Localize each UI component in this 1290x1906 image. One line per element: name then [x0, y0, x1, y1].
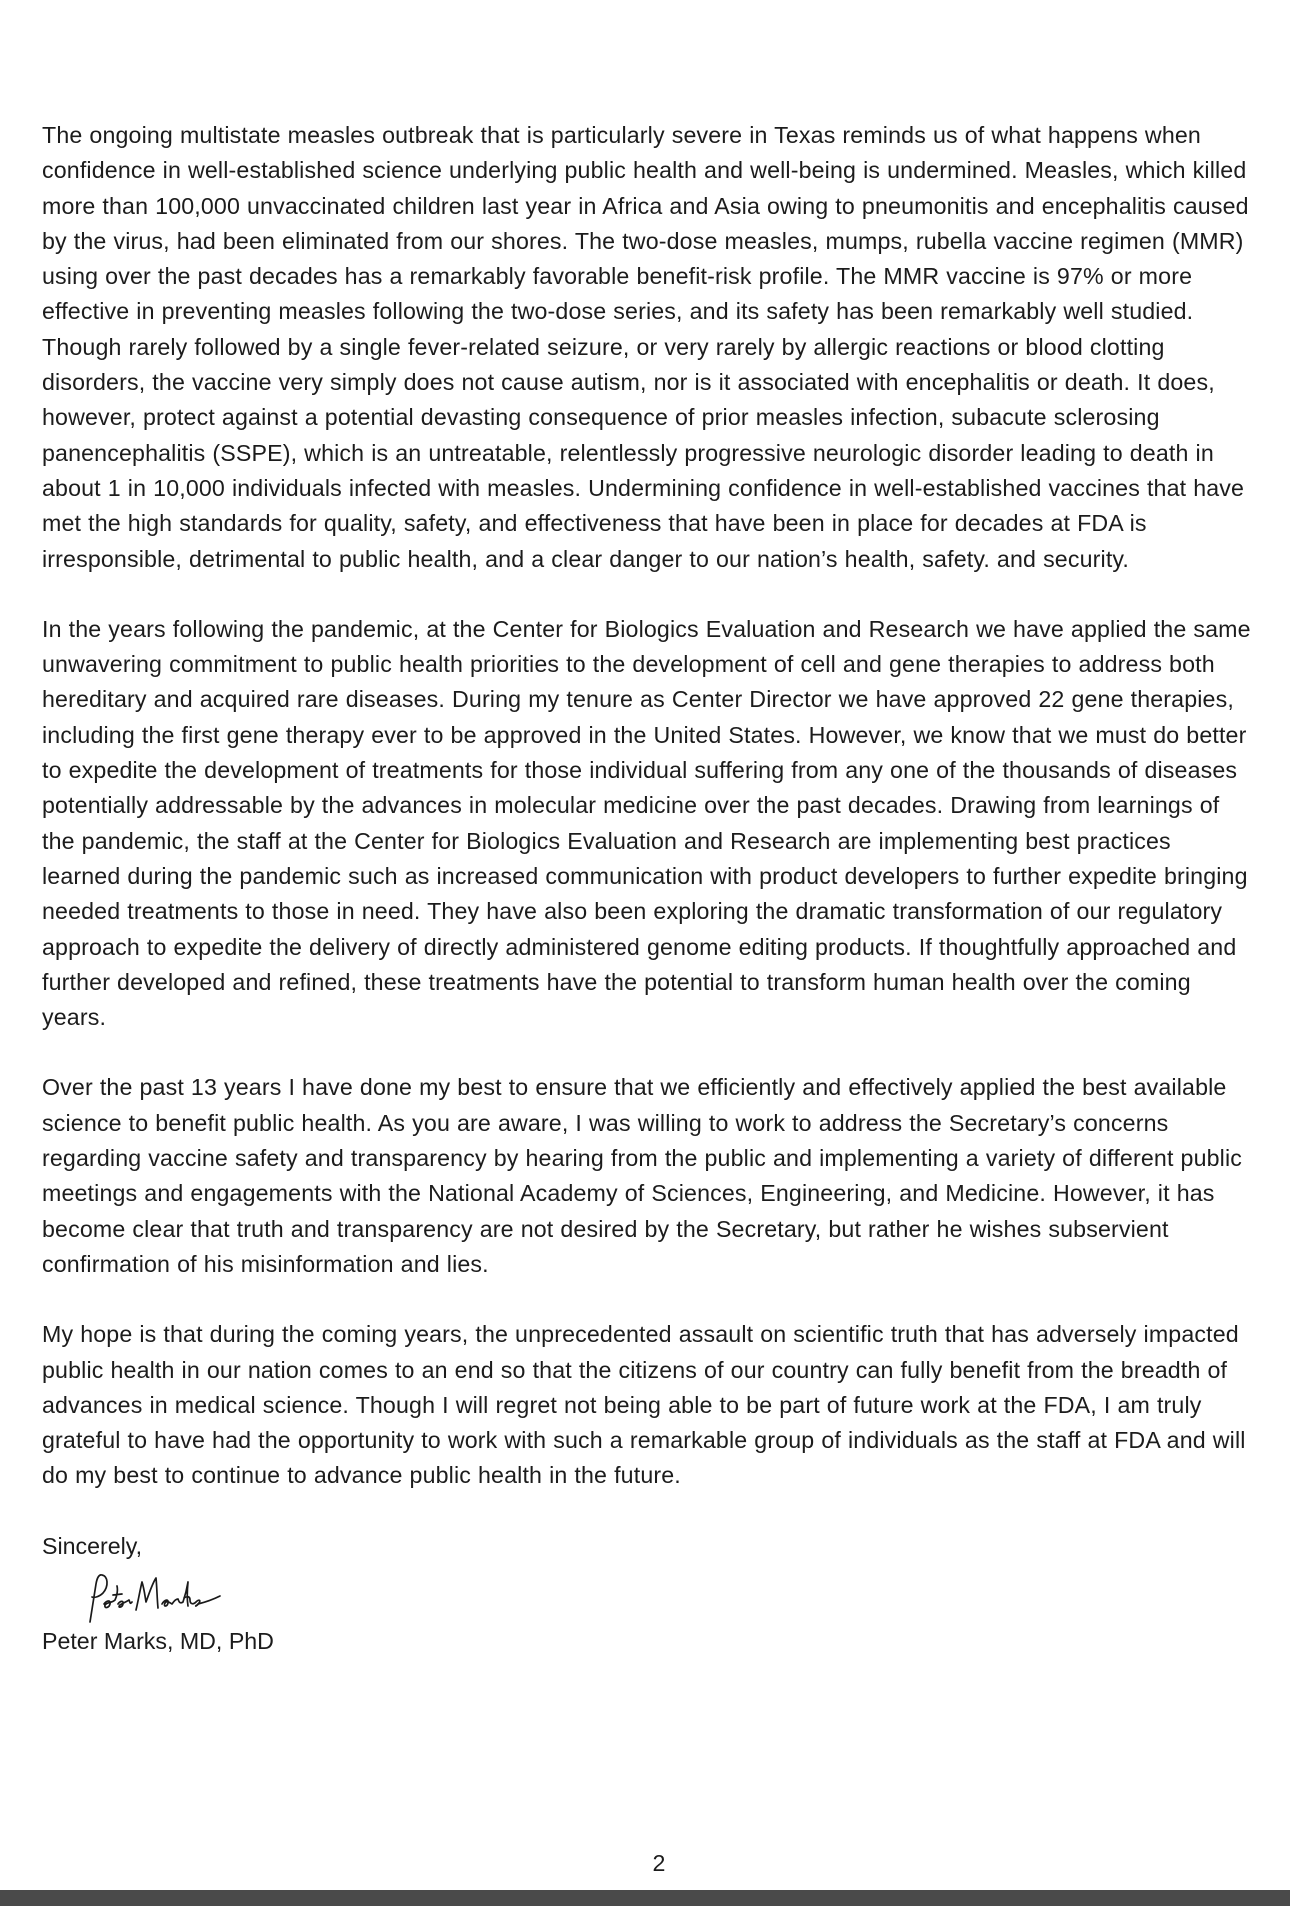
paragraph-secretary: Over the past 13 years I have done my best to ensure that we efficiently and effectively applied the best available science to benefit public health. As you are aware, I was willing to work to address the Secretary’s concerns regarding vaccine safety and transparency by hearing from the public and implementing a variety of different public meetings and engagements with the National Academy of Sciences, Engineering, and Medicine. However, it has become clear that truth and transparency are not desired by the Secretary, but rather he wishes subservient confirmation of his misinformation and lies.: [42, 1074, 1243, 1277]
handwritten-signature: [82, 1566, 282, 1630]
paragraph-gene-therapies: In the years following the pandemic, at the Center for Biologics Evaluation and Research we have applied the same unwavering commitment to public health priorities to the development of cell and gene therapies to address both hereditary and acquired rare diseases. During my tenure as Center Director we have approved 22 gene therapies, including the first gene therapy ever to be approved in the United States. However, we know that we must do better to expedite the development of treatments for those individual suffering from any one of the thousands of diseases potentially addressable by the advances in molecular medicine over the past decades. Drawing from learnings of the pandemic, the staff at the Center for Biologics Evaluation and Research are implementing best practices learned during the pandemic such as increased communication with product developers to further expedite bringing needed treatments to those in need. They have also been exploring the dramatic transformation of our regulatory approach to expedite the delivery of directly administered genome editing products. If thoughtfully approached and further developed and refined, these treatments have the potential to transform human health over the coming years.: [42, 615, 1251, 1031]
letter-body: [42, 118, 1254, 1659]
paragraph-measles: The ongoing multistate measles outbreak that is particularly severe in Texas reminds us of what happens when confidence in well-established science underlying public health and well-being is undermined. Measles, which killed more than 100,000 unvaccinated children last year in Africa and Asia owing to pneumonitis and encephalitis caused by the virus, had been eliminated from our shores. The two-dose measles, mumps, rubella vaccine regimen (MMR) using over the past decades has a remarkably favorable benefit-risk profile. The MMR vaccine is 97% or more effective in preventing measles following the two-dose series, and its safety has been remarkably well studied. Though rarely followed by a single fever-related seizure, or very rarely by allergic reactions or blood clotting disorders, the vaccine very simply does not cause autism, nor is it associated with encephalitis or death. It does, however, protect against a potential devasting consequence of prior measles infection, subacute sclerosing panencephalitis (SSPE), which is an untreatable, relentlessly progressive neurologic disorder leading to death in about 1 in 10,000 individuals infected with measles. Undermining confidence in well-established vaccines that have met the high standards for quality, safety, and effectiveness that have been in place for decades at FDA is irresponsible, detrimental to public health, and a clear danger to our nation’s health, safety. and security.: [42, 122, 1249, 572]
page-number: 2: [652, 1850, 666, 1876]
paragraph-hope: My hope is that during the coming years, the unprecedented assault on scientific truth that has adversely impacted public health in our nation comes to an end so that the citizens of our country can fully benefit from the breadth of advances in medical science. Though I will regret not being able to be part of future work at the FDA, I am truly grateful to have had the opportunity to work with such a remarkable group of individuals as the staff at FDA and will do my best to continue to advance public health in the future.: [42, 1321, 1246, 1489]
closing-salutation: Sincerely,: [42, 1532, 143, 1559]
signer-name: Peter Marks, MD, PhD: [42, 1627, 274, 1654]
viewer-bottom-bar: [0, 1890, 1290, 1906]
